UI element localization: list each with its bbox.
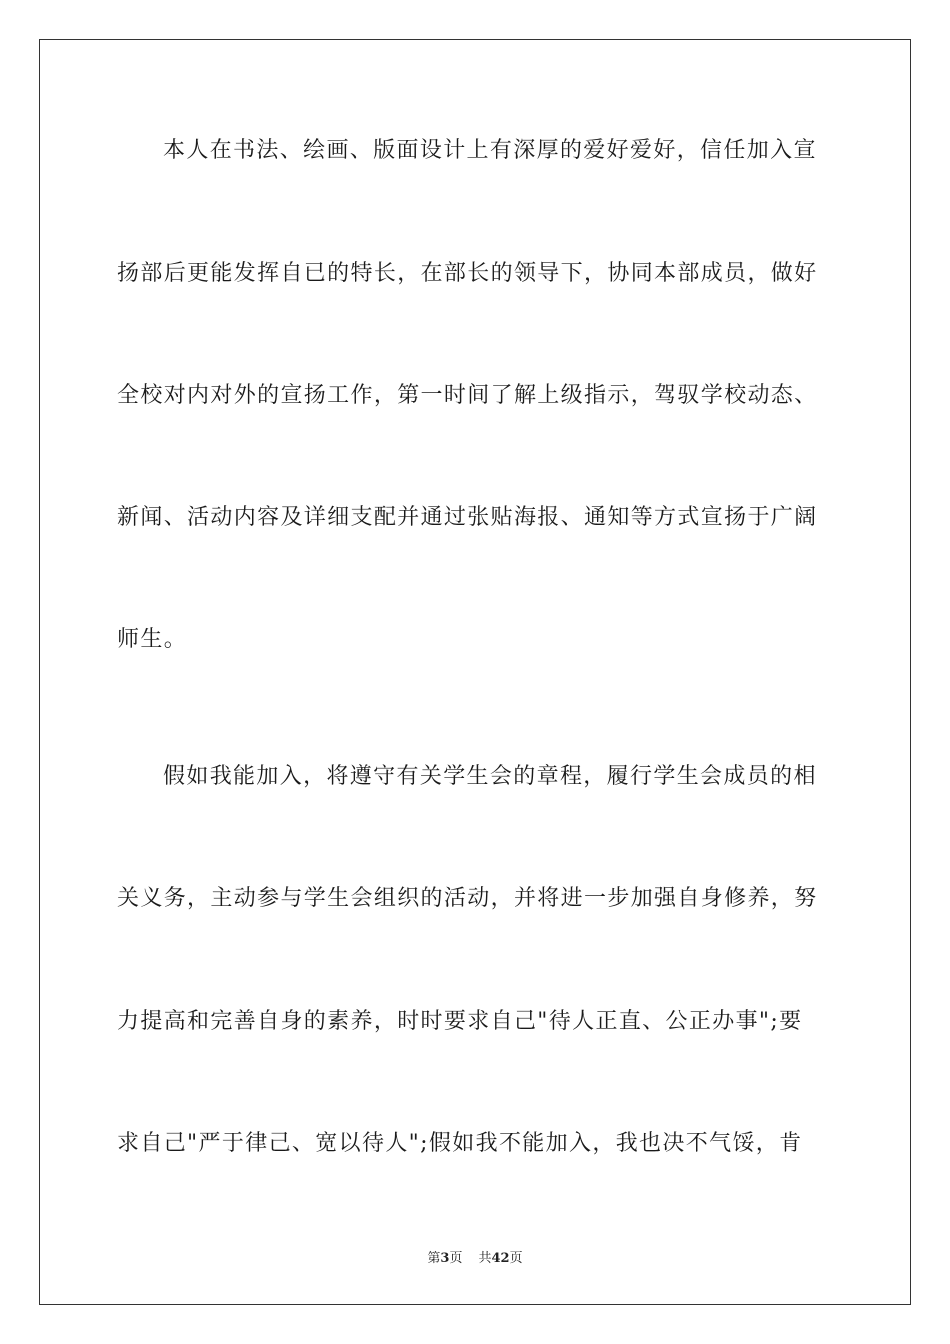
page-number: 3 [440,1251,450,1266]
paragraph-line: 力提高和完善自身的素养，时时要求自己"待人正直、公正办事";要 [117,1009,803,1034]
total-label-prefix: 共 [478,1251,492,1266]
paragraph-line: 扬部后更能发挥自已的特长，在部长的领导下，协同本部成员，做好 [117,261,818,286]
total-pages: 42 [491,1251,510,1266]
page-label-suffix: 页 [449,1251,463,1266]
paragraph-line: 假如我能加入，将遵守有关学生会的章程，履行学生会成员的相 [163,764,817,789]
page-border [39,39,911,1305]
paragraph-line: 新闻、活动内容及详细支配并通过张贴海报、通知等方式宣扬于广阔 [117,505,818,530]
paragraph-line: 求自己"严于律己、宽以待人";假如我不能加入，我也决不气馁，肯 [117,1131,803,1156]
paragraph-line: 关义务，主动参与学生会组织的活动，并将进一步加强自身修养，努 [117,886,818,911]
total-label-suffix: 页 [509,1251,523,1266]
paragraph-line: 全校对内对外的宣扬工作，第一时间了解上级指示，驾驭学校动态、 [117,383,818,408]
paragraph-line: 本人在书法、绘画、版面设计上有深厚的爱好爱好，信任加入宣 [163,138,817,163]
paragraph-line: 师生。 [117,627,188,652]
page-footer [0,1247,950,1266]
page-label-prefix: 第 [427,1251,441,1266]
